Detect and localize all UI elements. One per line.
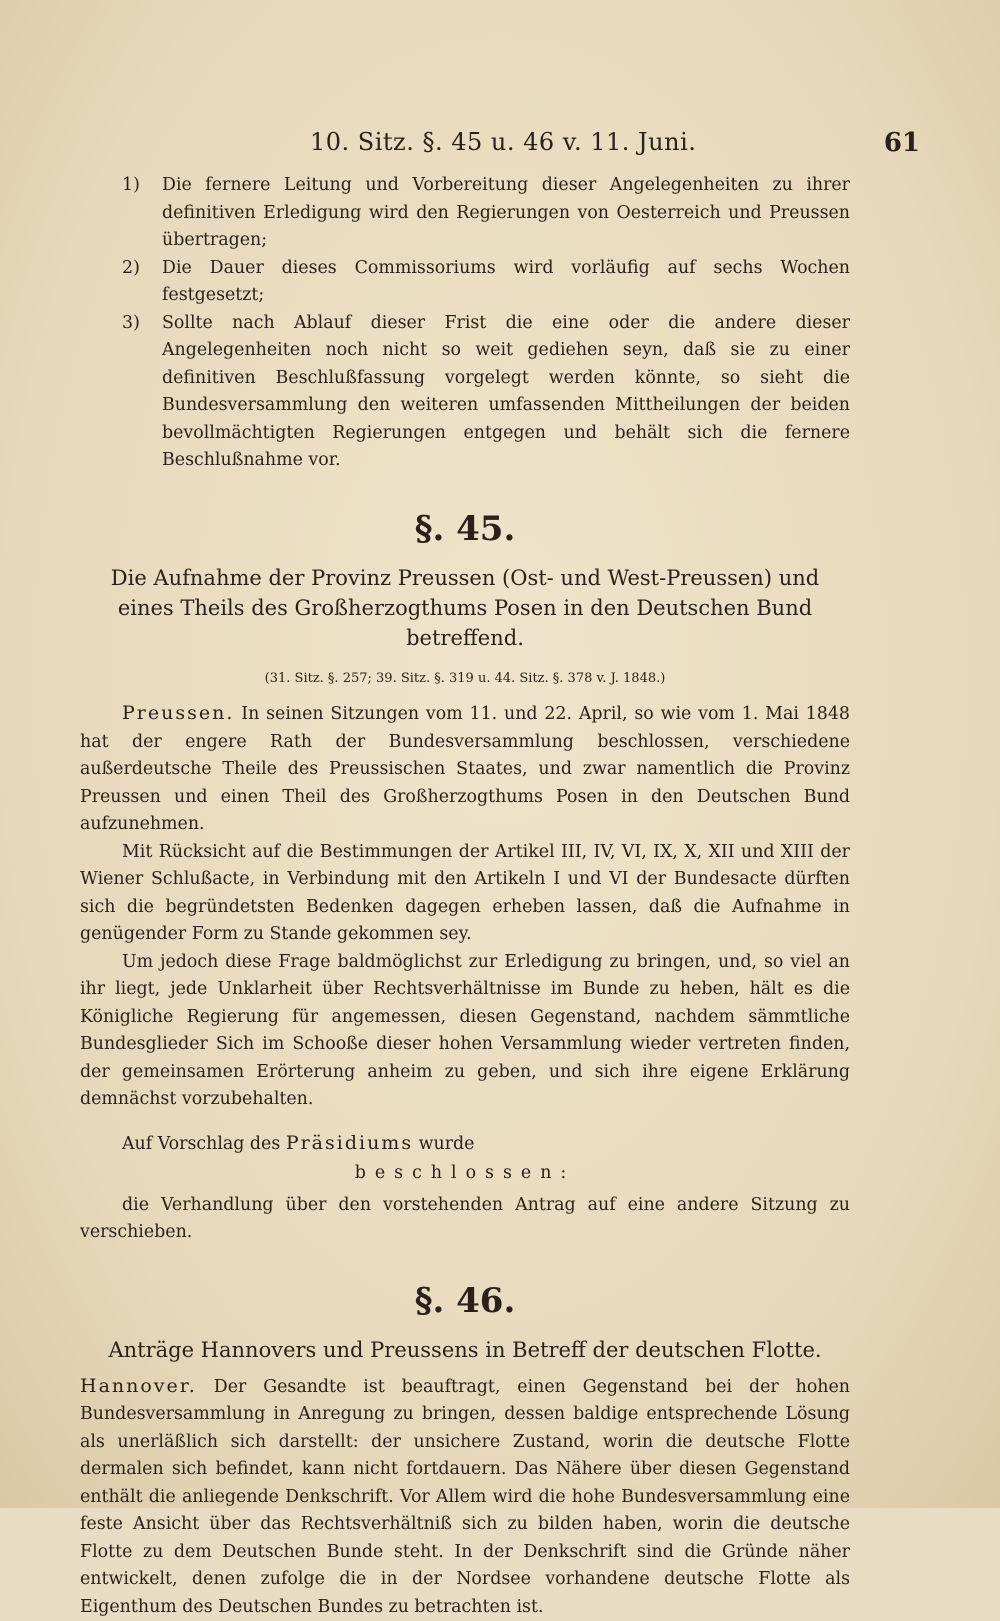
section-45-reference: (31. Sitz. §. 257; 39. Sitz. §. 319 u. 44. Sitz. §. 378 v. J. 1848.) [80,665,850,693]
proposal-word: Präsidiums [286,1132,413,1154]
item-text: Die Dauer dieses Commissoriums wird vorläufig auf sechs Wochen festgesetzt; [162,258,850,306]
page-header [80,128,920,164]
list-item [80,255,850,310]
speaker-label: Preussen. [122,702,234,724]
paragraph-text: In seinen Sitzungen vom 11. und 22. April, so wie vom 1. Mai 1848 hat der engere Rath der Bundesversammlung beschlossen, verschiedene außerdeutsche Theile des Preussischen Staates, und zwar namentlich die Provinz Preussen und einen Theil des Großherzogthums Posen in den Deutschen Bund aufzunehmen. [80,704,850,834]
running-title: 10. Sitz. §. 45 u. 46 v. 11. Juni. [310,128,696,156]
proposal-prefix: Auf Vorschlag des [122,1134,280,1154]
resolved-label: beschlossen: [80,1160,850,1188]
spacer [80,1365,850,1373]
list-item [80,310,850,475]
paragraph [80,700,850,839]
section-46-title: Anträge Hannovers und Preussens in Betreff der deutschen Flotte. [80,1335,850,1365]
list-item [80,172,850,255]
item-text: Sollte nach Ablauf dieser Frist die eine oder die andere dieser Angelegenheiten noch nicht so weit gediehen seyn, daß sie zu einer definitiven Beschlußfassung vorgelegt werden könnte, so sieht die Bundesversammlung den weiteren umfassenden Mittheilungen der beiden bevollmächtigten Regierungen entgegen und behält sich die fernere Beschlußnahme vor. [162,313,850,471]
speaker-label: Hannover. [80,1375,197,1397]
spacer [80,1114,850,1130]
resolution-text: die Verhandlung über den vorstehenden Antrag auf eine andere Sitzung zu verschieben. [80,1192,850,1247]
section-45-title: Die Aufnahme der Provinz Preussen (Ost- und West-Preussen) und eines Theils des Großherzogthums Posen in den Deutschen Bund betreffend. [80,563,850,653]
item-number: 3) [122,310,162,338]
item-text: Die fernere Leitung und Vorbereitung dieser Angelegenheiten zu ihrer definitiven Erledigung wird den Regierungen von Oesterreich und Preussen übertragen; [162,175,850,250]
item-number: 1) [122,172,162,200]
proposal-line [80,1130,850,1159]
section-46-number: §. 46. [80,1281,850,1321]
page-number: 61 [884,128,920,158]
paragraph: Um jedoch diese Frage baldmöglichst zur Erledigung zu bringen, und, so viel an ihr liegt, jede Unklarheit über Rechtsverhältnisse im Bunde zu heben, hält es die Königliche Regierung für angemessen, diesen Gegenstand, nachdem sämmtliche Bundesglieder Sich im Schooße dieser hohen Versammlung wieder vertreten finden, der gemeinsamen Erörterung anheim zu geben, und sich ihre eigene Erklärung demnächst vorzubehalten. [80,949,850,1114]
paragraph [80,1373,850,1621]
item-number: 2) [122,255,162,283]
section-45-number: §. 45. [80,509,850,549]
paragraph-text: Der Gesandte ist beauftragt, einen Gegenstand bei der hohen Bundesversammlung in Anregung zu bringen, dessen baldige entsprechende Lösung als unerläßlich sich darstellt: der unsichere Zustand, worin die deutsche Flotte dermalen sich befindet, kann nicht fortdauern. Das Nähere über diesen Gegenstand enthält die anliegende Denkschrift. Vor Allem wird die hohe Bundesversammlung eine feste Ansicht über das Rechtsverhältniß sich zu bilden haben, worin die deutsche Flotte zu dem Deutschen Bunde steht. In der Denkschrift sind die Gründe näher entwickelt, denen zufolge die in der Nordsee vorhandene deutsche Flotte als Eigenthum des Deutschen Bundes zu betrachten ist. [80,1377,850,1617]
proposal-suffix: wurde [419,1134,475,1154]
paragraph: Mit Rücksicht auf die Bestimmungen der Artikel III, IV, VI, IX, X, XII und XIII der Wiener Schlußacte, in Verbindung mit den Artikeln I und VI der Bundesacte dürften sich die begründetsten Bedenken dagegen erheben lassen, daß die Aufnahme in genügender Form zu Stande gekommen sey. [80,839,850,949]
page-content [80,172,850,1621]
